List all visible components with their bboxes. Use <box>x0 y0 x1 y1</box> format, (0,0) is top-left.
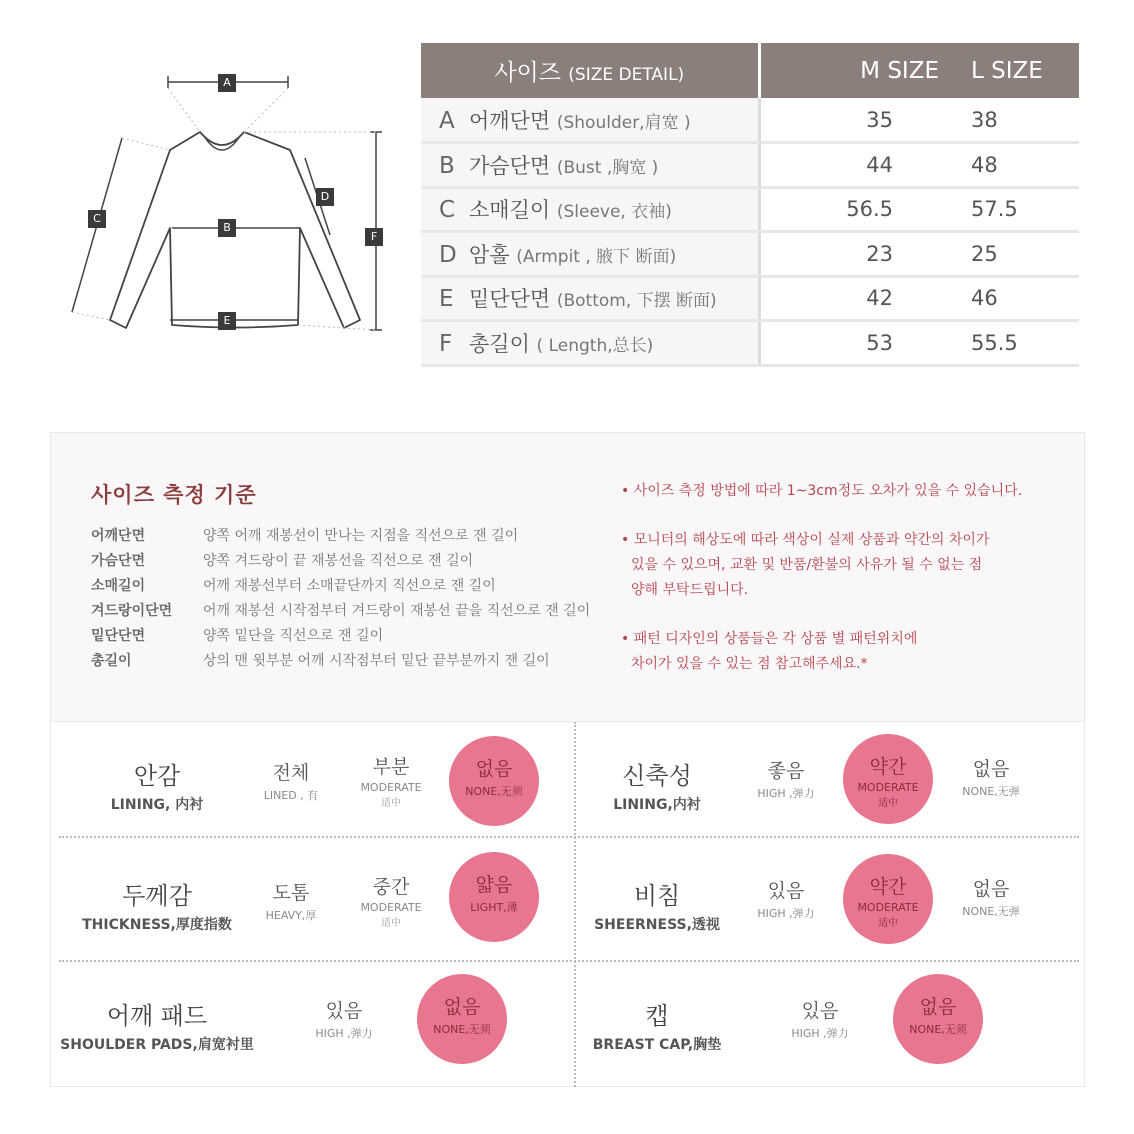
option-en: NONE,无须 <box>433 1023 491 1036</box>
row-letter: C <box>439 197 456 224</box>
measure-tag-a: A <box>218 74 236 92</box>
option-ko: 약간 <box>869 756 907 778</box>
thickness-option-moderate <box>346 872 436 929</box>
option-en: MODERATE <box>857 901 919 914</box>
stretch-option-high <box>741 756 831 801</box>
option-ko: 없음 <box>475 758 513 780</box>
definition-text: 어깨 재봉선 시작점부터 겨드랑이 재봉선 끝을 직선으로 잰 길이 <box>203 603 591 619</box>
l-size-value: 48 <box>959 143 1079 188</box>
definition-row <box>91 625 383 645</box>
definition-row <box>91 550 473 570</box>
m-size-value: 56.5 <box>759 187 959 232</box>
option-en: MODERATE <box>360 781 422 794</box>
m-size-value: 44 <box>759 143 959 188</box>
sheerness-label <box>557 876 757 934</box>
option-en: HIGH ,弹力 <box>315 1027 373 1040</box>
property-name-ko: 비침 <box>633 882 681 910</box>
measure-tag-f: F <box>365 228 383 246</box>
l-size-value: 55.5 <box>959 321 1079 366</box>
property-name-en: SHOULDER PADS,肩宽衬里 <box>60 1037 254 1053</box>
row-label <box>421 276 759 321</box>
property-name-ko: 신축성 <box>622 762 692 790</box>
option-en: HEAVY,厚 <box>265 909 317 922</box>
m-size-value: 42 <box>759 276 959 321</box>
shoulder-pads-option-none-selected <box>417 974 507 1064</box>
option-en: MODERATE <box>360 901 422 914</box>
property-name-ko: 두께감 <box>122 882 192 910</box>
thickness-option-light-selected <box>449 852 539 942</box>
property-name-en: SHEERNESS,透视 <box>594 917 720 933</box>
lining-option-none-selected <box>449 736 539 826</box>
header-title-ko: 사이즈 <box>494 60 561 86</box>
property-name-ko: 어깨 패드 <box>106 1002 208 1030</box>
row-label <box>421 98 759 143</box>
header-title-en: (SIZE DETAIL) <box>568 65 685 85</box>
warning-line: • 사이즈 측정 방법에 따라 1~3cm정도 오차가 있을 수 있습니다. <box>621 483 1023 499</box>
warning-line: • 모니터의 해상도에 따라 색상이 실제 상품과 약간의 차이가 <box>621 532 990 548</box>
m-size-value: 23 <box>759 232 959 277</box>
breast-cap-option-none-selected <box>893 974 983 1064</box>
row-letter: E <box>439 286 454 313</box>
table-row <box>421 276 1079 321</box>
sheerness-option-none <box>946 874 1036 919</box>
option-ko: 도톰 <box>272 882 310 904</box>
row-desc: (Bust ,胸宽 ) <box>556 157 659 178</box>
warning-line: 차이가 있을 수 있는 점 참고해주세요.* <box>631 656 868 672</box>
definition-term: 가슴단면 <box>91 553 146 569</box>
definition-text: 상의 맨 윗부분 어깨 시작점부터 밑단 끝부분까지 잰 길이 <box>203 653 550 669</box>
option-ko: 중간 <box>372 876 410 898</box>
measurement-notes-panel <box>50 432 1085 722</box>
property-name-en: THICKNESS,厚度指数 <box>82 917 232 933</box>
grid-divider-horizontal <box>59 836 1079 838</box>
option-ko: 없음 <box>972 758 1010 780</box>
warning-note <box>621 479 1081 504</box>
row-letter: D <box>439 241 457 268</box>
notes-title: 사이즈 측정 기준 <box>91 483 257 507</box>
row-label <box>421 143 759 188</box>
lining-label <box>57 756 257 814</box>
garment-diagram <box>60 60 400 370</box>
option-en: LINED , 有 <box>263 789 319 802</box>
definition-row <box>91 600 590 620</box>
table-row <box>421 187 1079 232</box>
definition-row <box>91 575 496 595</box>
option-en: NONE,无弹 <box>962 905 1020 918</box>
option-ko: 없음 <box>919 996 957 1018</box>
table-row <box>421 232 1079 277</box>
option-ko: 있음 <box>325 1000 363 1022</box>
option-zh: 适中 <box>381 918 401 929</box>
option-en: MODERATE <box>857 781 919 794</box>
option-zh: 适中 <box>878 918 898 929</box>
l-size-value: 57.5 <box>959 187 1079 232</box>
l-size-value: 38 <box>959 98 1079 143</box>
sheerness-option-moderate-selected <box>843 854 933 944</box>
measure-tag-e: E <box>218 312 236 330</box>
l-size-value: 46 <box>959 276 1079 321</box>
row-letter: F <box>439 330 453 357</box>
option-zh: 适中 <box>381 798 401 809</box>
table-header-row <box>421 43 1079 98</box>
thickness-option-heavy <box>246 878 336 923</box>
row-name-ko: 어깨단면 <box>469 108 551 133</box>
option-en: NONE,无须 <box>465 785 523 798</box>
warning-line: 양해 부탁드립니다. <box>631 582 749 598</box>
row-name-ko: 총길이 <box>469 331 530 356</box>
property-name-en: BREAST CAP,胸垫 <box>592 1037 722 1053</box>
stretch-option-moderate-selected <box>843 734 933 824</box>
property-name-en: LINING, 内衬 <box>110 797 204 813</box>
option-ko: 부분 <box>372 756 410 778</box>
stretch-option-none <box>946 754 1036 799</box>
row-label <box>421 187 759 232</box>
row-desc: (Bottom, 下摆 断面) <box>556 291 717 312</box>
option-en: HIGH ,弹力 <box>791 1027 849 1040</box>
m-size-value: 35 <box>759 98 959 143</box>
breast-cap-option-high <box>775 996 865 1041</box>
option-en: LIGHT,薄 <box>470 901 518 914</box>
row-label <box>421 321 759 366</box>
measure-tag-d: D <box>316 188 334 206</box>
definition-term: 총길이 <box>91 653 132 669</box>
option-en: NONE,无须 <box>909 1023 967 1036</box>
shoulder-pads-label <box>57 996 257 1054</box>
option-ko: 있음 <box>767 880 805 902</box>
option-ko: 좋음 <box>767 760 805 782</box>
row-name-ko: 암홀 <box>469 242 510 267</box>
option-en: HIGH ,弹力 <box>757 787 815 800</box>
row-letter: B <box>439 152 455 179</box>
header-m-size: M SIZE <box>759 43 959 98</box>
warning-line: • 패턴 디자인의 상품들은 각 상품 별 패턴위치에 <box>621 631 918 647</box>
option-ko: 전체 <box>272 762 310 784</box>
property-name-ko: 안감 <box>133 762 181 790</box>
definition-term: 소매길이 <box>91 578 146 594</box>
option-ko: 얇음 <box>475 874 513 896</box>
fabric-properties-grid <box>50 722 1085 1087</box>
sheerness-option-high <box>741 876 831 921</box>
row-desc: (Sleeve, 衣袖) <box>556 202 672 223</box>
definition-text: 양쪽 밑단을 직선으로 잰 길이 <box>203 628 384 644</box>
option-zh: 适中 <box>878 798 898 809</box>
definition-term: 밑단단면 <box>91 628 146 644</box>
l-size-value: 25 <box>959 232 1079 277</box>
table-row <box>421 321 1079 366</box>
row-desc: (Armpit , 腋下 断面) <box>516 246 677 267</box>
option-en: NONE,无弹 <box>962 785 1020 798</box>
definition-text: 양쪽 어깨 재봉선이 만나는 지점을 직선으로 잰 길이 <box>203 528 519 544</box>
warning-note <box>621 627 1081 677</box>
property-name-ko: 캡 <box>645 1002 669 1030</box>
m-size-value: 53 <box>759 321 959 366</box>
definition-term: 어깨단면 <box>91 528 146 544</box>
definition-text: 양쪽 겨드랑이 끝 재봉선을 직선으로 잰 길이 <box>203 553 474 569</box>
size-detail-table <box>421 43 1079 367</box>
property-name-en: LINING,内衬 <box>613 797 701 813</box>
thickness-label <box>57 876 257 934</box>
option-en: HIGH ,弹力 <box>757 907 815 920</box>
definition-row <box>91 650 550 670</box>
warning-line: 있을 수 있으며, 교환 및 반품/환불의 사유가 될 수 없는 점 <box>631 557 983 573</box>
measure-tag-c: C <box>88 210 106 228</box>
breast-cap-label <box>557 996 757 1054</box>
row-label <box>421 232 759 277</box>
stretch-label <box>557 756 757 814</box>
option-ko: 없음 <box>972 878 1010 900</box>
row-desc: (Shoulder,肩宽 ) <box>556 112 691 133</box>
table-header-title <box>421 43 759 98</box>
header-l-size: L SIZE <box>959 43 1079 98</box>
option-ko: 약간 <box>869 876 907 898</box>
measure-tag-b: B <box>218 219 236 237</box>
grid-divider-horizontal <box>59 960 1079 962</box>
row-letter: A <box>439 107 455 134</box>
lining-option-full <box>246 758 336 803</box>
definition-row <box>91 525 518 545</box>
shoulder-pads-option-high <box>299 996 389 1041</box>
row-name-ko: 밑단단면 <box>469 287 551 312</box>
row-name-ko: 가슴단면 <box>469 153 551 178</box>
row-desc: ( Length,总长) <box>536 335 654 356</box>
option-ko: 없음 <box>443 996 481 1018</box>
warning-note <box>621 528 1081 603</box>
lining-option-partial <box>346 752 436 809</box>
definition-text: 어깨 재봉선부터 소매끝단까지 직선으로 잰 길이 <box>203 578 496 594</box>
row-name-ko: 소매길이 <box>469 198 551 223</box>
definition-term: 겨드랑이단면 <box>91 603 173 619</box>
table-row <box>421 143 1079 188</box>
option-ko: 있음 <box>801 1000 839 1022</box>
table-row <box>421 98 1079 143</box>
